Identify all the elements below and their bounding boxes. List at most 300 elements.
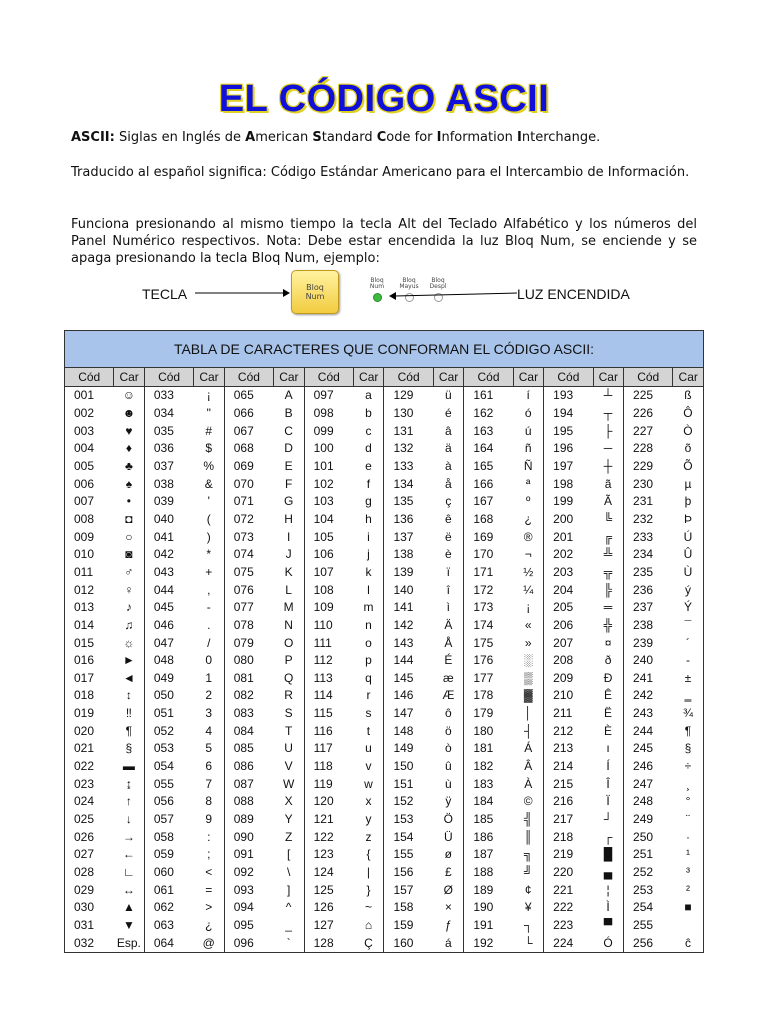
ascii-code: 077	[224, 599, 273, 617]
column-header-char: Car	[274, 368, 304, 387]
ascii-code: 004	[65, 440, 114, 458]
ascii-code: 173	[464, 599, 513, 617]
ascii-char: M	[274, 599, 304, 617]
ascii-code: 058	[144, 828, 193, 846]
ascii-char: ¿	[194, 917, 224, 935]
ascii-code: 138	[384, 546, 433, 564]
ascii-code: 088	[224, 793, 273, 811]
led-label: Bloq	[402, 277, 416, 284]
ascii-char: ¾	[673, 705, 704, 723]
table-row	[65, 793, 704, 811]
ascii-code: 011	[65, 564, 114, 582]
ascii-code: 065	[224, 387, 273, 405]
ascii-code: 068	[224, 440, 273, 458]
ascii-char: L	[274, 581, 304, 599]
ascii-char: j	[354, 546, 384, 564]
ascii-char: ╣	[513, 811, 543, 829]
ascii-code: 209	[544, 670, 593, 688]
ascii-char: ←	[114, 846, 144, 864]
acronym-word: ode for	[386, 130, 437, 145]
ascii-char: ║	[513, 828, 543, 846]
ascii-code: 227	[624, 422, 673, 440]
ascii-code: 143	[384, 634, 433, 652]
ascii-char: ÷	[673, 758, 704, 776]
ascii-char: ▓	[513, 687, 543, 705]
ascii-code: 168	[464, 511, 513, 529]
ascii-char: r	[354, 687, 384, 705]
ascii-char: '	[194, 493, 224, 511]
ascii-char: ▄	[593, 864, 623, 882]
ascii-code: 092	[224, 864, 273, 882]
ascii-code: 134	[384, 475, 433, 493]
ascii-code: 062	[144, 899, 193, 917]
table-row	[65, 775, 704, 793]
ascii-char: ☺	[114, 387, 144, 405]
ascii-code: 142	[384, 617, 433, 635]
ascii-code: 239	[624, 634, 673, 652]
ascii-code: 202	[544, 546, 593, 564]
led-label: Num	[369, 283, 385, 290]
table-row	[65, 493, 704, 511]
ascii-char: ▀	[593, 917, 623, 935]
ascii-code: 210	[544, 687, 593, 705]
table-row	[65, 846, 704, 864]
ascii-code: 213	[544, 740, 593, 758]
ascii-code: 108	[304, 581, 353, 599]
ascii-code: 153	[384, 811, 433, 829]
ascii-char: ¤	[593, 634, 623, 652]
ascii-code: 095	[224, 917, 273, 935]
ascii-code: 111	[304, 634, 353, 652]
ascii-code: 129	[384, 387, 433, 405]
ascii-char: µ	[673, 475, 704, 493]
ascii-char: Ò	[673, 422, 704, 440]
ascii-char: ☼	[114, 634, 144, 652]
ascii-label: ASCII:	[71, 130, 115, 145]
ascii-code: 150	[384, 758, 433, 776]
ascii-code: 032	[65, 934, 114, 952]
ascii-char: å	[433, 475, 463, 493]
led-label: Despl	[429, 283, 447, 290]
ascii-code: 171	[464, 564, 513, 582]
ascii-char: •	[114, 493, 144, 511]
ascii-code: 055	[144, 775, 193, 793]
ascii-code: 125	[304, 881, 353, 899]
ascii-char: ◙	[114, 546, 144, 564]
ascii-code: 182	[464, 758, 513, 776]
ascii-code: 176	[464, 652, 513, 670]
led-on-icon	[373, 293, 382, 302]
ascii-char: ¥	[513, 899, 543, 917]
ascii-char: £	[433, 864, 463, 882]
ascii-char: ↨	[114, 775, 144, 793]
acronym-word: tandard	[321, 130, 377, 145]
ascii-char: Ù	[673, 564, 704, 582]
column-header-code: Cód	[304, 368, 353, 387]
ascii-code: 101	[304, 458, 353, 476]
ascii-code: 169	[464, 528, 513, 546]
ascii-code: 183	[464, 775, 513, 793]
ascii-char: Á	[513, 740, 543, 758]
ascii-char: d	[354, 440, 384, 458]
table-row	[65, 740, 704, 758]
ascii-code: 064	[144, 934, 193, 952]
ascii-char: k	[354, 564, 384, 582]
ascii-code: 196	[544, 440, 593, 458]
table-row	[65, 617, 704, 635]
ascii-char	[673, 917, 704, 935]
ascii-code: 187	[464, 846, 513, 864]
ascii-code: 140	[384, 581, 433, 599]
acronym-letter: A	[245, 130, 256, 145]
ascii-code: 148	[384, 722, 433, 740]
ascii-code: 225	[624, 387, 673, 405]
ascii-char: H	[274, 511, 304, 529]
ascii-code: 104	[304, 511, 353, 529]
ascii-char: ▲	[114, 899, 144, 917]
ascii-code: 035	[144, 422, 193, 440]
ascii-code: 203	[544, 564, 593, 582]
ascii-code: 193	[544, 387, 593, 405]
ascii-code: 008	[65, 511, 114, 529]
ascii-char: ┬	[593, 405, 623, 423]
table-row	[65, 599, 704, 617]
ascii-char: 0	[194, 652, 224, 670]
ascii-code: 057	[144, 811, 193, 829]
ascii-char: ¢	[513, 881, 543, 899]
ascii-code: 250	[624, 828, 673, 846]
ascii-code: 034	[144, 405, 193, 423]
ascii-char: `	[274, 934, 304, 952]
acronym-word: nformation	[441, 130, 518, 145]
table-row	[65, 828, 704, 846]
ascii-char: ò	[433, 740, 463, 758]
ascii-char: ´	[673, 634, 704, 652]
acronym-letter: C	[376, 130, 387, 145]
ascii-char: F	[274, 475, 304, 493]
ascii-char: ¦	[593, 881, 623, 899]
ascii-char: ☻	[114, 405, 144, 423]
ascii-char: ^	[274, 899, 304, 917]
ascii-char: U	[274, 740, 304, 758]
key-text-line2: Num	[305, 292, 325, 301]
ascii-code: 130	[384, 405, 433, 423]
ascii-code: 072	[224, 511, 273, 529]
ascii-code: 039	[144, 493, 193, 511]
ascii-code: 050	[144, 687, 193, 705]
ascii-code: 220	[544, 864, 593, 882]
ascii-code: 162	[464, 405, 513, 423]
ascii-char: ¯	[673, 617, 704, 635]
ascii-char: ┴	[593, 387, 623, 405]
ascii-code: 254	[624, 899, 673, 917]
ascii-char: ý	[673, 581, 704, 599]
ascii-code: 099	[304, 422, 353, 440]
ascii-char: Ê	[593, 687, 623, 705]
table-row	[65, 670, 704, 688]
ascii-char: Â	[513, 758, 543, 776]
ascii-code: 242	[624, 687, 673, 705]
ascii-char: b	[354, 405, 384, 423]
ascii-code: 031	[65, 917, 114, 935]
table-row	[65, 652, 704, 670]
column-header-code: Cód	[624, 368, 673, 387]
ascii-char: Ñ	[513, 458, 543, 476]
ascii-code: 070	[224, 475, 273, 493]
ascii-code: 056	[144, 793, 193, 811]
ascii-code: 216	[544, 793, 593, 811]
ascii-char: ¨	[673, 811, 704, 829]
ascii-char: {	[354, 846, 384, 864]
ascii-code: 097	[304, 387, 353, 405]
ascii-char: ┐	[513, 917, 543, 935]
ascii-code: 152	[384, 793, 433, 811]
ascii-char: ▼	[114, 917, 144, 935]
ascii-code: 052	[144, 722, 193, 740]
ascii-char: G	[274, 493, 304, 511]
ascii-code: 241	[624, 670, 673, 688]
ascii-char: î	[433, 581, 463, 599]
ascii-code: 160	[384, 934, 433, 952]
ascii-char: W	[274, 775, 304, 793]
ascii-code: 045	[144, 599, 193, 617]
ascii-char: X	[274, 793, 304, 811]
ascii-code: 046	[144, 617, 193, 635]
ascii-char: ;	[194, 846, 224, 864]
ascii-code: 191	[464, 917, 513, 935]
ascii-code: 042	[144, 546, 193, 564]
ascii-char: ë	[433, 528, 463, 546]
ascii-code: 066	[224, 405, 273, 423]
ascii-char: ×	[433, 899, 463, 917]
ascii-char: ñ	[513, 440, 543, 458]
ascii-char: ö	[433, 722, 463, 740]
ascii-char: :	[194, 828, 224, 846]
ascii-char: ĉ	[673, 934, 704, 952]
led-label: Bloq	[370, 277, 384, 284]
arrow-right-icon	[195, 286, 291, 300]
ascii-char: ¹	[673, 846, 704, 864]
ascii-code: 029	[65, 881, 114, 899]
ascii-char: ü	[433, 387, 463, 405]
ascii-code: 189	[464, 881, 513, 899]
ascii-char: °	[673, 793, 704, 811]
ascii-code: 211	[544, 705, 593, 723]
ascii-char: v	[354, 758, 384, 776]
ascii-code: 234	[624, 546, 673, 564]
ascii-code: 017	[65, 670, 114, 688]
ascii-code: 080	[224, 652, 273, 670]
ascii-code: 232	[624, 511, 673, 529]
ascii-char: T	[274, 722, 304, 740]
ascii-code: 028	[65, 864, 114, 882]
ascii-code: 188	[464, 864, 513, 882]
ascii-char: ]	[274, 881, 304, 899]
ascii-char: ▬	[114, 758, 144, 776]
ascii-char: ©	[513, 793, 543, 811]
ascii-code: 091	[224, 846, 273, 864]
ascii-code: 115	[304, 705, 353, 723]
ascii-char: ■	[673, 899, 704, 917]
ascii-char: ó	[513, 405, 543, 423]
ascii-code: 054	[144, 758, 193, 776]
ascii-char: Ä	[433, 617, 463, 635]
ascii-char: ƒ	[433, 917, 463, 935]
ascii-code: 071	[224, 493, 273, 511]
ascii-char: ²	[673, 881, 704, 899]
ascii-char: §	[114, 740, 144, 758]
ascii-code: 255	[624, 917, 673, 935]
ascii-char: s	[354, 705, 384, 723]
ascii-char: ♠	[114, 475, 144, 493]
ascii-code: 124	[304, 864, 353, 882]
ascii-code: 048	[144, 652, 193, 670]
ascii-code: 121	[304, 811, 353, 829]
ascii-char: ù	[433, 775, 463, 793]
table-row	[65, 564, 704, 582]
ascii-code: 030	[65, 899, 114, 917]
ascii-char: Ô	[673, 405, 704, 423]
ascii-code: 131	[384, 422, 433, 440]
column-header-char: Car	[194, 368, 224, 387]
ascii-char: À	[513, 775, 543, 793]
ascii-code: 053	[144, 740, 193, 758]
column-header-code: Cód	[384, 368, 433, 387]
ascii-char: ç	[433, 493, 463, 511]
ascii-code: 139	[384, 564, 433, 582]
ascii-code: 015	[65, 634, 114, 652]
ascii-code: 082	[224, 687, 273, 705]
ascii-char: Ü	[433, 828, 463, 846]
ascii-char: "	[194, 405, 224, 423]
ascii-code: 049	[144, 670, 193, 688]
ascii-code: 199	[544, 493, 593, 511]
ascii-char: <	[194, 864, 224, 882]
ascii-char: A	[274, 387, 304, 405]
ascii-char: .	[194, 617, 224, 635]
ascii-char: l	[354, 581, 384, 599]
ascii-char: +	[194, 564, 224, 582]
ascii-code: 212	[544, 722, 593, 740]
ascii-char: é	[433, 405, 463, 423]
ascii-code: 033	[144, 387, 193, 405]
table-caption: TABLA DE CARACTERES QUE CONFORMAN EL CÓDIGO ASCII:	[65, 331, 704, 368]
table-row	[65, 405, 704, 423]
ascii-char: æ	[433, 670, 463, 688]
ascii-code: 226	[624, 405, 673, 423]
ascii-code: 086	[224, 758, 273, 776]
ascii-code: 084	[224, 722, 273, 740]
ascii-code: 051	[144, 705, 193, 723]
table-row	[65, 546, 704, 564]
ascii-code: 060	[144, 864, 193, 882]
ascii-char: ╝	[513, 864, 543, 882]
led-num	[363, 278, 391, 302]
ascii-char: ♣	[114, 458, 144, 476]
ascii-code: 141	[384, 599, 433, 617]
ascii-char: y	[354, 811, 384, 829]
ascii-char: Ã	[593, 493, 623, 511]
ascii-code: 244	[624, 722, 673, 740]
arrow-left-icon	[389, 289, 517, 303]
ascii-char: Esp.	[114, 934, 144, 952]
ascii-code: 069	[224, 458, 273, 476]
ascii-char: z	[354, 828, 384, 846]
ascii-table	[64, 330, 704, 953]
instructions-paragraph: Funciona presionando al mismo tiempo la tecla Alt del Teclado Alfabético y los números del Panel Numérico respectivos. Nota: Debe estar encendida la luz Bloq Num, se enciende y se apaga presionando la tecla Bloq Num, ejemplo:	[71, 217, 697, 266]
ascii-char: «	[513, 617, 543, 635]
ascii-char: S	[274, 705, 304, 723]
ascii-code: 007	[65, 493, 114, 511]
ascii-char: ►	[114, 652, 144, 670]
ascii-code: 002	[65, 405, 114, 423]
ascii-char: º	[513, 493, 543, 511]
ascii-char: ╚	[593, 511, 623, 529]
ascii-char: ª	[513, 475, 543, 493]
ascii-char: ‼	[114, 705, 144, 723]
ascii-char: │	[513, 705, 543, 723]
ascii-code: 158	[384, 899, 433, 917]
ascii-char: ·	[673, 828, 704, 846]
ascii-char: $	[194, 440, 224, 458]
ascii-code: 098	[304, 405, 353, 423]
ascii-char: ♥	[114, 422, 144, 440]
ascii-code: 136	[384, 511, 433, 529]
ascii-code: 100	[304, 440, 353, 458]
acronym-word: merican	[255, 130, 313, 145]
ascii-code: 016	[65, 652, 114, 670]
light-caption: LUZ ENCENDIDA	[517, 286, 630, 302]
ascii-code: 184	[464, 793, 513, 811]
ascii-char: ¼	[513, 581, 543, 599]
ascii-char: ¶	[673, 722, 704, 740]
ascii-code: 118	[304, 758, 353, 776]
ascii-char: ♂	[114, 564, 144, 582]
ascii-char: K	[274, 564, 304, 582]
ascii-code: 021	[65, 740, 114, 758]
ascii-char: →	[114, 828, 144, 846]
ascii-char: /	[194, 634, 224, 652]
ascii-char: ─	[593, 440, 623, 458]
ascii-char: Ì	[593, 899, 623, 917]
ascii-code: 132	[384, 440, 433, 458]
ascii-code: 238	[624, 617, 673, 635]
table-row	[65, 440, 704, 458]
ascii-code: 019	[65, 705, 114, 723]
page-title: EL CÓDIGO ASCII	[218, 78, 550, 120]
ascii-char: ÿ	[433, 793, 463, 811]
ascii-char: ♪	[114, 599, 144, 617]
acronym-letter: S	[312, 130, 322, 145]
table-row	[65, 687, 704, 705]
ascii-char: (	[194, 511, 224, 529]
ascii-char: ═	[593, 599, 623, 617]
ascii-char: ß	[673, 387, 704, 405]
ascii-code: 222	[544, 899, 593, 917]
ascii-code: 214	[544, 758, 593, 776]
ascii-code: 175	[464, 634, 513, 652]
ascii-code: 022	[65, 758, 114, 776]
ascii-char: ¶	[114, 722, 144, 740]
acronym-word: nterchange.	[521, 130, 601, 145]
ascii-char: ¬	[513, 546, 543, 564]
table-row	[65, 387, 704, 405]
ascii-code: 236	[624, 581, 673, 599]
ascii-char: ³	[673, 864, 704, 882]
ascii-char: ú	[513, 422, 543, 440]
ascii-char: ♫	[114, 617, 144, 635]
ascii-char: q	[354, 670, 384, 688]
